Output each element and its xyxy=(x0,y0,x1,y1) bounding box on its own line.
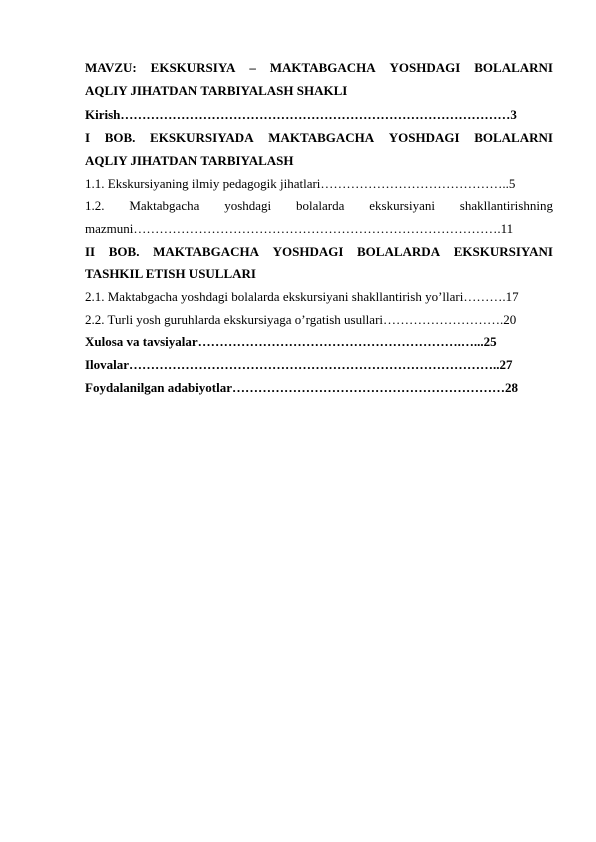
toc-entry-chapter-2 xyxy=(85,241,553,286)
title-word: – xyxy=(249,60,256,75)
chapter-2-line-1 xyxy=(85,241,553,264)
toc-entry-section-1-2 xyxy=(85,195,553,240)
title-word: EKSKURSIYA xyxy=(150,60,236,75)
title-word: MAVZU: xyxy=(85,60,137,75)
chapter-1-word: I xyxy=(85,130,91,146)
document-title xyxy=(85,57,553,102)
toc-entry-section-1-1: 1.1. Ekskursiyaning ilmiy pedagogik jihatlari……………………………………..5 xyxy=(85,175,516,191)
chapter-1-line-2: AQLIY JIHATDAN TARBIYALASH xyxy=(85,152,294,168)
section-1-2-word: bolalarda xyxy=(296,198,345,214)
chapter-2-word: EKSKURSIYANI xyxy=(453,243,553,259)
title-line-1 xyxy=(85,57,553,80)
toc-entry-chapter-1 xyxy=(85,127,553,172)
table-of-contents xyxy=(85,104,553,399)
chapter-1-word: BOLALARNI xyxy=(474,130,553,146)
toc-entry-intro: Kirish………………………………………………………………………………3 xyxy=(85,107,517,123)
chapter-1-word: EKSKURSIYADA xyxy=(150,130,254,146)
section-1-2-word: ekskursiyani xyxy=(369,198,435,214)
section-1-2-line-1 xyxy=(85,195,553,218)
chapter-2-word: BOB. xyxy=(108,243,140,259)
chapter-1-word: YOSHDAGI xyxy=(388,130,460,146)
chapter-2-word: MAKTABGACHA xyxy=(153,243,259,259)
section-1-2-line-2: mazmuni………………………………………………………………………….11 xyxy=(85,220,514,236)
title-word: MAKTABGACHA xyxy=(269,60,376,75)
chapter-1-word: MAKTABGACHA xyxy=(268,130,375,146)
chapter-1-line-1 xyxy=(85,127,553,150)
document-page xyxy=(85,57,553,400)
section-1-2-word: 1.2. xyxy=(85,198,105,214)
title-line-2: AQLIY JIHATDAN TARBIYALASH SHAKLI xyxy=(85,82,348,98)
toc-entry-conclusion: Xulosa va tavsiyalar…………………………………………………….…...25 xyxy=(85,334,497,350)
title-word: BOLALARNI xyxy=(474,60,553,75)
section-1-2-word: yoshdagi xyxy=(224,198,272,214)
chapter-1-word: BOB. xyxy=(104,130,136,146)
toc-entry-section-2-2: 2.2. Turli yosh guruhlarda ekskursiyaga o’rgatish usullari……………………….20 xyxy=(85,311,517,327)
chapter-2-word: II xyxy=(85,243,96,259)
toc-entry-appendix: Ilovalar…………………………………………………………………………..27 xyxy=(85,357,513,373)
section-1-2-word: Maktabgacha xyxy=(129,198,200,214)
toc-entry-section-2-1: 2.1. Maktabgacha yoshdagi bolalarda ekskursiyani shakllantirish yo’llari……….17 xyxy=(85,289,519,305)
chapter-2-line-2: TASHKIL ETISH USULLARI xyxy=(85,266,256,282)
title-word: YOSHDAGI xyxy=(389,60,461,75)
chapter-2-word: YOSHDAGI xyxy=(272,243,344,259)
chapter-2-word: BOLALARDA xyxy=(357,243,441,259)
toc-entry-references: Foydalanilgan adabiyotlar………………………………………………………28 xyxy=(85,379,518,395)
section-1-2-word: shakllantirishning xyxy=(459,198,553,214)
